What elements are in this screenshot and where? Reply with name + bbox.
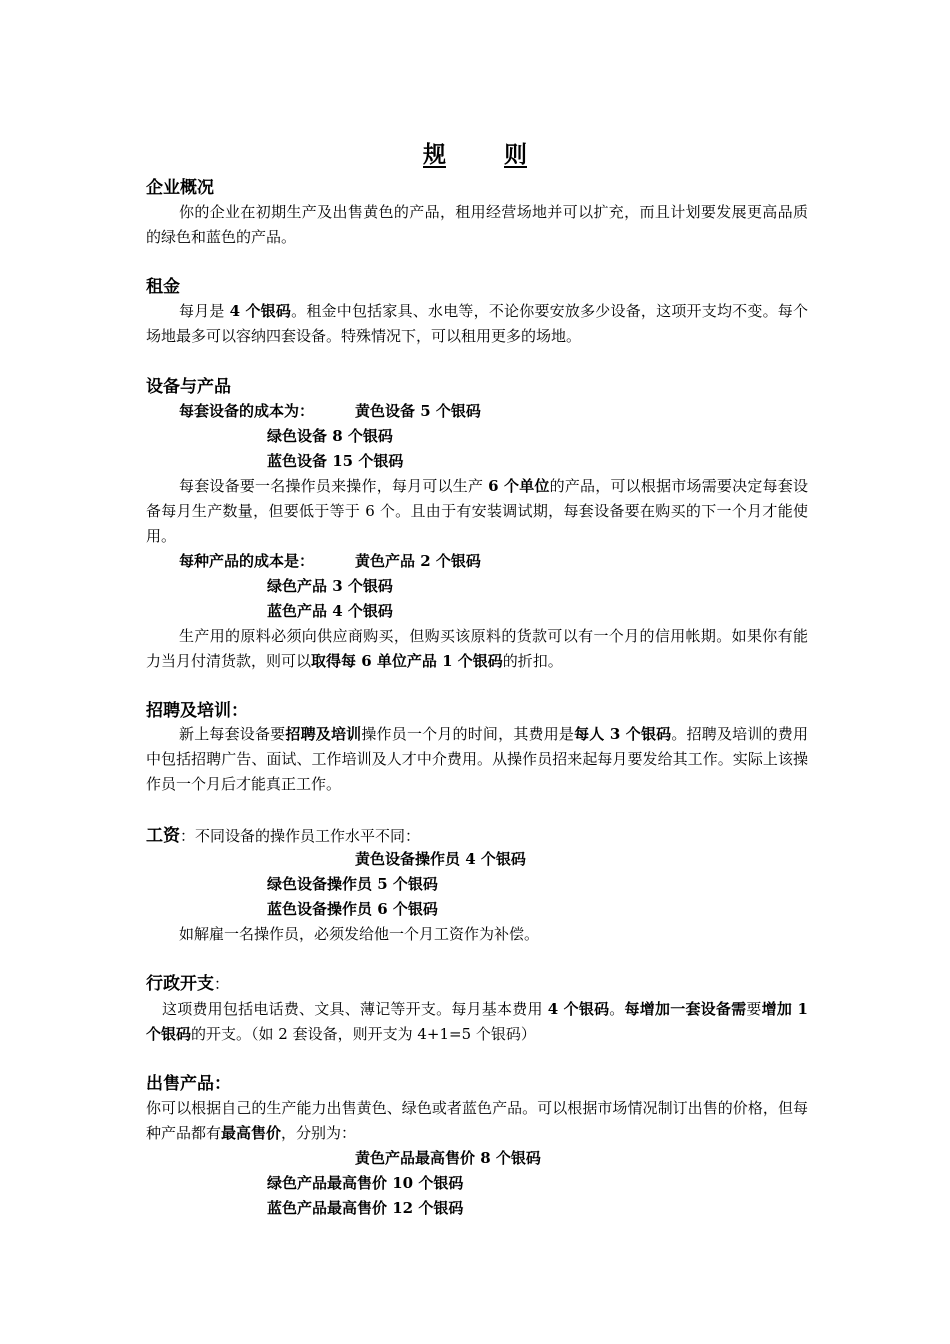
admin-paragraph: 这项费用包括电话费、文具、薄记等开支。每月基本费用 4 个银码。每增加一套设备需要增加 1 个银码的开支。（如 2 套设备，则开支为 4+1=5 个银码） — [146, 1000, 808, 1043]
equipment-cost-blue: 蓝色设备 15 个银码 — [267, 452, 404, 470]
overview-paragraph: 你的企业在初期生产及出售黄色的产品，租用经营场地并可以扩充，而且计划要发展更高品质的绿色和蓝色的产品。 — [146, 203, 808, 246]
wages-heading: 工资：不同设备的操作员工作水平不同： — [146, 826, 421, 846]
equipment-paragraph: 每套设备要一名操作员来操作，每月可以生产 6 个单位的产品，可以根据市场需要决定每套设备每月生产数量，但要低于等于 6 个。且由于有安装调试期，每套设备要在购买的下一个月才能使用。 — [146, 477, 808, 545]
max-price-green: 绿色产品最高售价 10 个银码 — [267, 1174, 464, 1192]
rent-paragraph: 每月是 4 个银码。租金中包括家具、水电等，不论你要安放多少设备，这项开支均不变。每个场地最多可以容纳四套设备。特殊情况下，可以租用更多的场地。 — [146, 302, 808, 345]
equipment-cost-label: 每套设备的成本为： — [179, 402, 315, 420]
max-price-yellow: 黄色产品最高售价 8 个银码 — [355, 1149, 541, 1167]
max-price-blue: 蓝色产品最高售价 12 个银码 — [267, 1199, 464, 1217]
wages-note: 如解雇一名操作员，必须发给他一个月工资作为补偿。 — [179, 925, 540, 943]
admin-heading: 行政开支： — [146, 974, 230, 994]
overview-heading: 企业概况 — [146, 178, 214, 198]
title-left-char: 规 — [423, 141, 446, 168]
product-cost-green: 绿色产品 3 个银码 — [267, 577, 393, 595]
training-paragraph: 新上每套设备要招聘及培训操作员一个月的时间，其费用是每人 3 个银码。招聘及培训的费用中包括招聘广告、面试、工作培训及人才中介费用。从操作员招来起每月要发给其工作。实际上该操作员一个月后才能真正工作。 — [146, 725, 808, 793]
wage-yellow: 黄色设备操作员 4 个银码 — [355, 850, 526, 868]
equipment-heading: 设备与产品 — [146, 377, 231, 397]
product-cost-blue: 蓝色产品 4 个银码 — [267, 602, 393, 620]
equipment-cost-green: 绿色设备 8 个银码 — [267, 427, 393, 445]
page-title — [0, 136, 950, 169]
title-right-char: 则 — [504, 141, 527, 168]
sales-heading: 出售产品： — [146, 1074, 231, 1094]
equipment-cost-yellow: 黄色设备 5 个银码 — [355, 402, 481, 420]
material-paragraph: 生产用的原料必须向供应商购买，但购买该原料的货款可以有一个月的信用帐期。如果你有能力当月付清货款，则可以取得每 6 单位产品 1 个银码的折扣。 — [146, 627, 808, 670]
sales-paragraph: 你可以根据自己的生产能力出售黄色、绿色或者蓝色产品。可以根据市场情况制订出售的价格，但每种产品都有最高售价，分别为： — [146, 1099, 808, 1142]
training-heading: 招聘及培训： — [146, 701, 248, 721]
wage-blue: 蓝色设备操作员 6 个银码 — [267, 900, 438, 918]
product-cost-yellow: 黄色产品 2 个银码 — [355, 552, 481, 570]
rent-heading: 租金 — [146, 277, 180, 297]
product-cost-label: 每种产品的成本是： — [179, 552, 315, 570]
wage-green: 绿色设备操作员 5 个银码 — [267, 875, 438, 893]
